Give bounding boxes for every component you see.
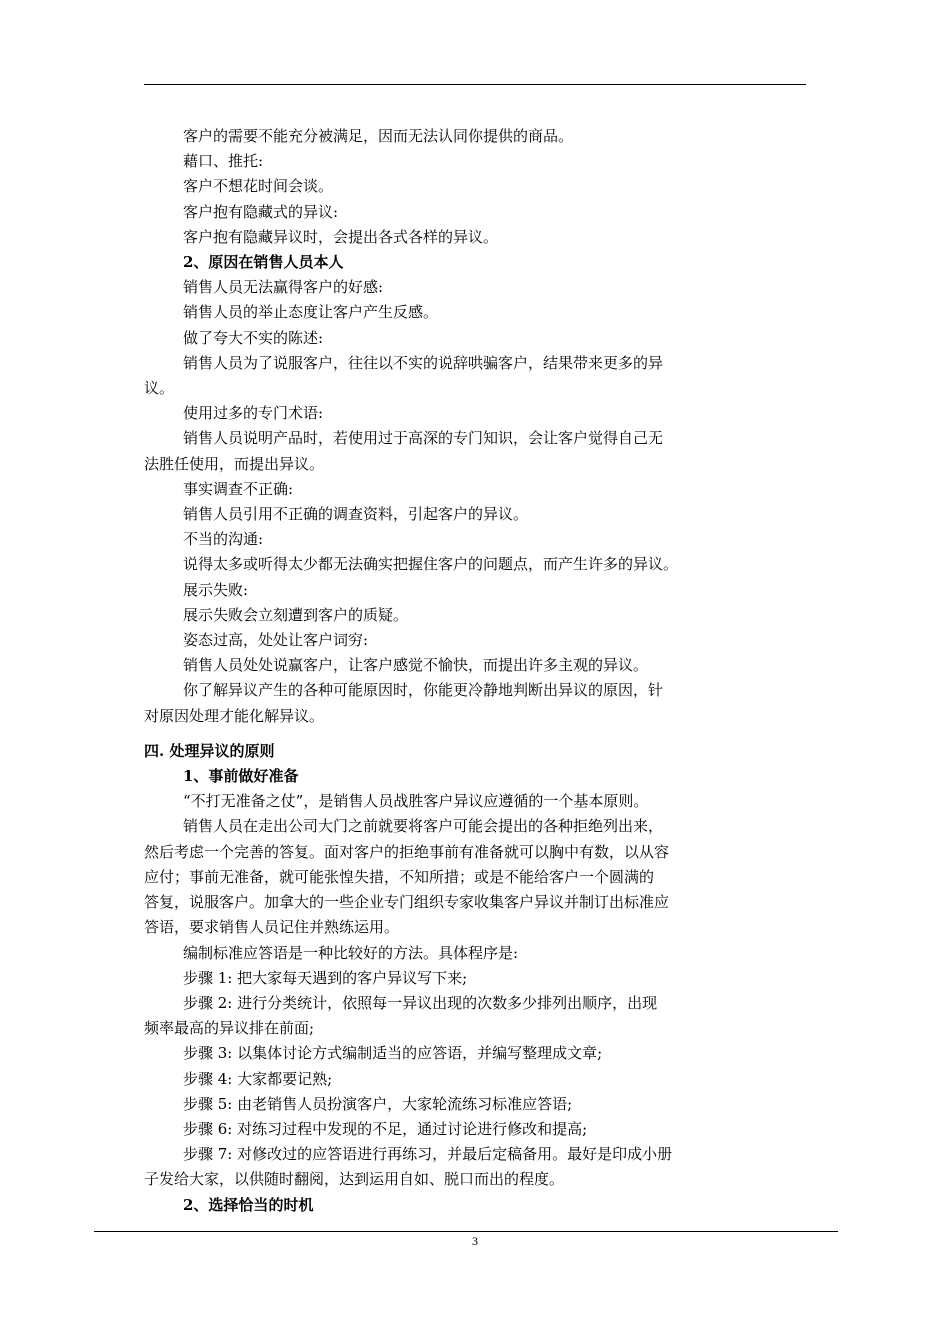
text-line: 频率最高的异议排在前面; — [144, 1019, 315, 1038]
text-line: 藉口、推托: — [183, 152, 264, 171]
text-line: 客户抱有隐藏式的异议: — [183, 202, 339, 221]
text-line: 步骤 4: 大家都要记熟; — [183, 1069, 333, 1088]
text-line: 事实调查不正确: — [183, 479, 294, 498]
text-line: 编制标准应答语是一种比较好的方法。具体程序是: — [183, 943, 519, 962]
text-line: 客户不想花时间会谈。 — [183, 177, 334, 196]
text-line: 销售人员处处说赢客户，让客户感觉不愉快，而提出许多主观的异议。 — [183, 656, 649, 675]
section-heading: 四. 处理异议的原则 — [144, 741, 275, 760]
text-line: 说得太多或听得太少都无法确实把握住客户的问题点，而产生许多的异议。 — [183, 555, 679, 574]
text-line: 步骤 1: 把大家每天遇到的客户异议写下来; — [183, 968, 468, 987]
text-line: 你了解异议产生的各种可能原因时，你能更冷静地判断出异议的原因，针 — [183, 681, 664, 700]
section-heading: 2、选择恰当的时机 — [183, 1195, 314, 1214]
text-line: 答语，要求销售人员记住并熟练运用。 — [144, 918, 400, 937]
text-line: 销售人员在走出公司大门之前就要将客户可能会提出的各种拒绝列出来， — [183, 817, 664, 836]
header-rule — [144, 84, 806, 85]
text-line: 姿态过高，处处让客户词穷: — [183, 631, 369, 650]
footer-rule — [94, 1231, 838, 1232]
text-line: 步骤 5: 由老销售人员扮演客户，大家轮流练习标准应答语; — [183, 1094, 573, 1113]
text-line: 销售人员为了说服客户，往往以不实的说辞哄骗客户，结果带来更多的异 — [183, 353, 664, 372]
page-number: 3 — [472, 1234, 478, 1248]
text-line: 子发给大家，以供随时翻阅，达到运用自如、脱口而出的程度。 — [144, 1170, 565, 1189]
document-body — [144, 124, 806, 1218]
text-line: 法胜任使用，而提出异议。 — [144, 454, 325, 473]
text-line: 步骤 6: 对练习过程中发现的不足，通过讨论进行修改和提高; — [183, 1119, 588, 1138]
text-line: 客户抱有隐藏异议时，会提出各式各样的异议。 — [183, 227, 499, 246]
text-line: 然后考虑一个完善的答复。面对客户的拒绝事前有准备就可以胸中有数，以从容 — [144, 842, 670, 861]
text-line: 销售人员的举止态度让客户产生反感。 — [183, 303, 439, 322]
text-line: 客户的需要不能充分被满足，因而无法认同你提供的商品。 — [183, 127, 574, 145]
section-heading: 2、原因在销售人员本人 — [183, 253, 344, 272]
text-line: 步骤 3: 以集体讨论方式编制适当的应答语，并编写整理成文章; — [183, 1044, 603, 1063]
section-heading: 1、事前做好准备 — [183, 767, 299, 786]
text-line: 不当的沟通: — [183, 530, 264, 549]
section-gap — [144, 729, 806, 739]
text-line: “不打无准备之仗”，是销售人员战胜客户异议应遵循的一个基本原则。 — [183, 792, 649, 811]
text-line: 销售人员无法赢得客户的好感: — [183, 278, 384, 297]
text-line: 使用过多的专门术语: — [183, 404, 324, 423]
text-line: 步骤 7: 对修改过的应答语进行再练习，并最后定稿备用。最好是印成小册 — [183, 1145, 673, 1164]
text-line: 应付；事前无准备，就可能张惶失措，不知所措；或是不能给客户一个圆满的 — [144, 867, 655, 886]
text-line: 展示失败: — [183, 580, 249, 599]
text-line: 做了夸大不实的陈述: — [183, 328, 324, 347]
text-line: 销售人员引用不正确的调查资料，引起客户的异议。 — [183, 505, 529, 524]
text-line: 步骤 2: 进行分类统计，依照每一异议出现的次数多少排列出顺序，出现 — [183, 993, 658, 1012]
text-line: 展示失败会立刻遭到客户的质疑。 — [183, 605, 409, 624]
text-line: 销售人员说明产品时，若使用过于高深的专门知识，会让客户觉得自己无 — [183, 429, 664, 448]
text-line: 议。 — [144, 379, 175, 398]
text-line: 对原因处理才能化解异议。 — [144, 706, 325, 725]
text-line: 答复，说服客户。加拿大的一些企业专门组织专家收集客户异议并制订出标准应 — [144, 893, 670, 912]
